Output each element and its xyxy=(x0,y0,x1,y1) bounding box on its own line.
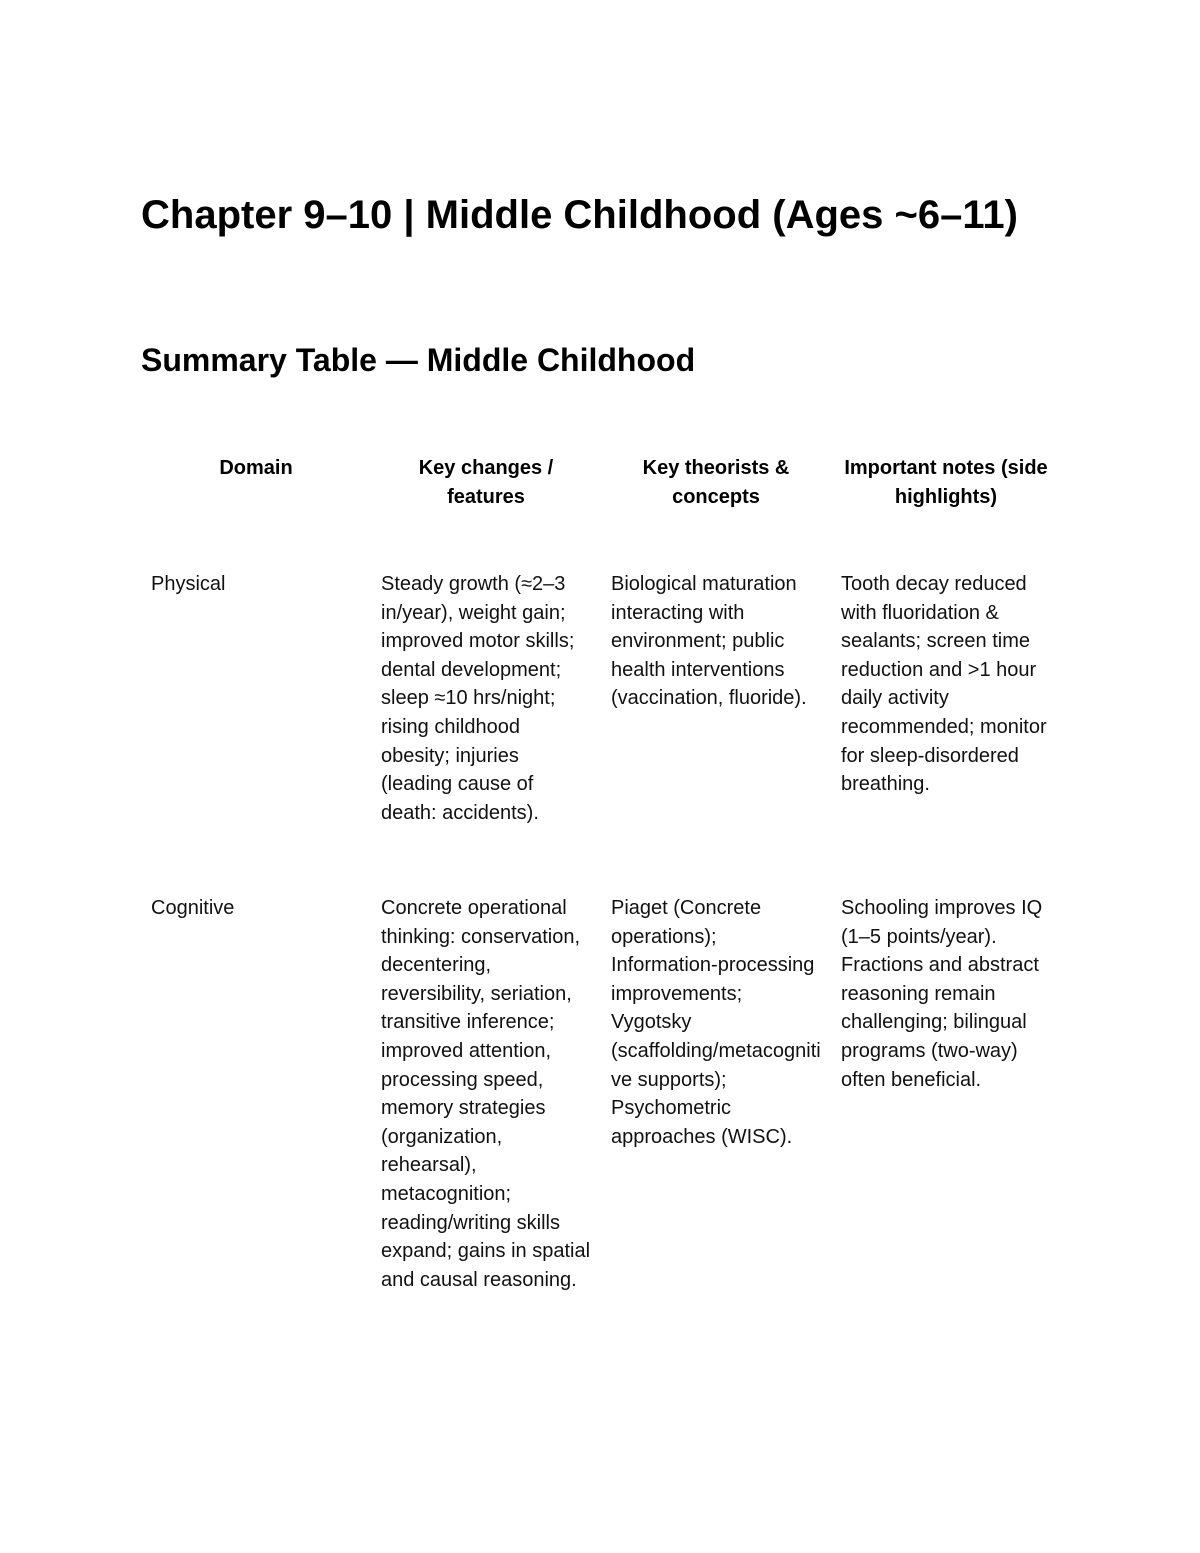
header-key-theorists: Key theorists & concepts xyxy=(642,457,790,508)
changes-text: Steady growth (≈2–3 in/year), weight gain; improved motor skills; dental development; sleep ≈10 hrs/night; rising childhood obesity; injuries (leading cause of death: accidents). xyxy=(381,573,575,824)
header-key-changes: Key changes / features xyxy=(418,457,554,508)
domain-label: Cognitive xyxy=(151,897,235,919)
header-domain: Domain xyxy=(219,457,293,479)
cell-notes xyxy=(831,570,1061,894)
changes-text: Concrete operational thinking: conservation, decentering, reversibility, seriation, transitive inference; improved attention, processing speed, memory strategies (organization, rehearsal), metacognition; reading/writing skills expand; gains in spatial and causal reasoning. xyxy=(381,897,591,1291)
cell-domain xyxy=(141,570,371,894)
table-row-physical xyxy=(141,570,1061,894)
summary-table xyxy=(141,450,1061,1294)
section-title: Summary Table — Middle Childhood xyxy=(141,342,696,378)
notes-text: Tooth decay reduced with fluoridation & sealants; screen time reduction and >1 hour daily activity recommended; monitor for sleep-disordered breathing. xyxy=(841,573,1047,796)
table-row-cognitive xyxy=(141,894,1061,1294)
cell-changes xyxy=(371,894,601,1294)
cell-theorists xyxy=(601,570,831,894)
domain-label: Physical xyxy=(151,573,226,595)
theorists-text: Biological maturation interacting with environment; public health interventions (vaccination, fluoride). xyxy=(611,573,807,710)
cell-changes xyxy=(371,570,601,894)
cell-notes xyxy=(831,894,1061,1294)
theorists-text: Piaget (Concrete operations); Information-processing improvements; Vygotsky (scaffolding/metacognitive supports); Psychometric approaches (WISC). xyxy=(611,897,821,1148)
header-important-notes: Important notes (side highlights) xyxy=(844,457,1048,508)
table-header-row xyxy=(141,450,1061,570)
notes-text: Schooling improves IQ (1–5 points/year). Fractions and abstract reasoning remain challenging; bilingual programs (two-way) often beneficial. xyxy=(841,897,1043,1091)
cell-theorists xyxy=(601,894,831,1294)
page-title: Chapter 9–10 | Middle Childhood (Ages ~6–11) xyxy=(141,193,1018,237)
cell-domain xyxy=(141,894,371,1294)
